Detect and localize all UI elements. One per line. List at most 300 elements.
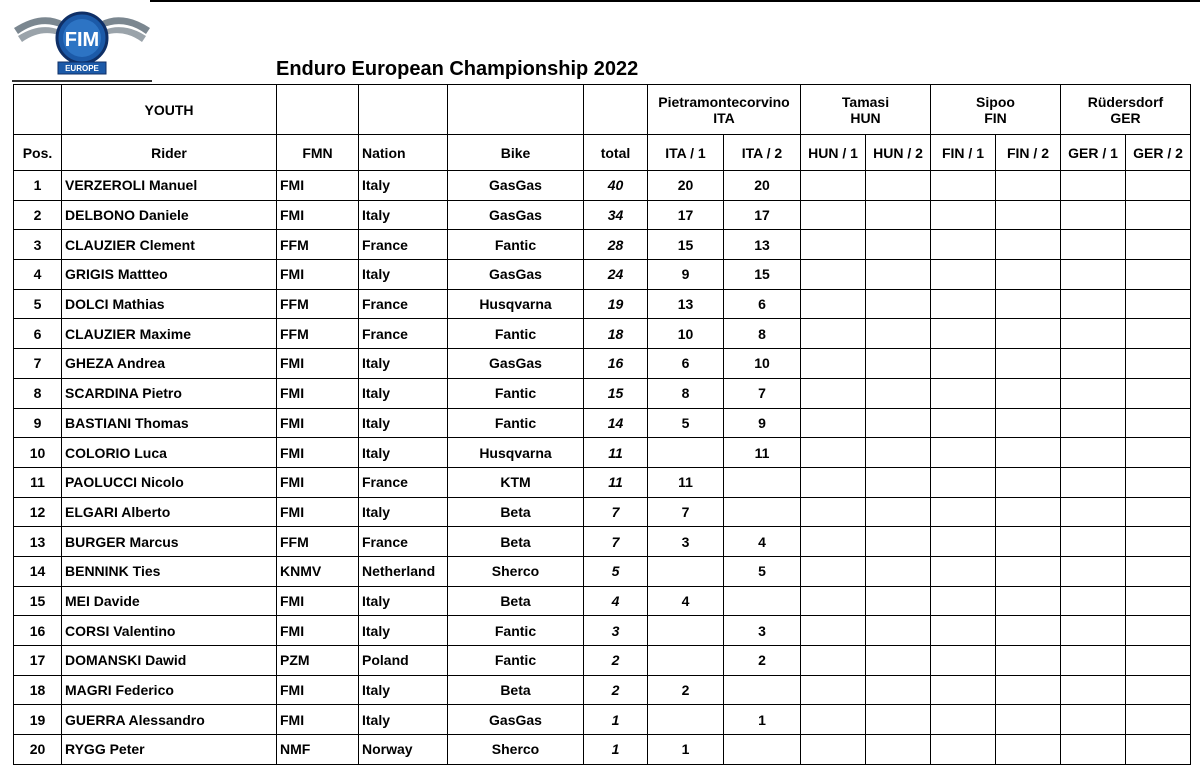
venue-header-fin <box>931 85 1061 135</box>
round-points-cell <box>931 200 996 230</box>
bike-cell: Fantic <box>448 646 584 676</box>
total-cell: 11 <box>584 438 648 468</box>
round-points-cell: 17 <box>648 200 724 230</box>
round-points-cell: 20 <box>724 171 801 201</box>
round-points-cell <box>931 735 996 765</box>
round-points-cell <box>1061 527 1126 557</box>
round-points-cell <box>1061 289 1126 319</box>
col-header-round: GER / 2 <box>1126 135 1191 171</box>
table-row <box>14 349 1191 379</box>
round-points-cell <box>931 646 996 676</box>
round-points-cell <box>801 556 866 586</box>
bike-cell: Sherco <box>448 735 584 765</box>
bike-cell: GasGas <box>448 349 584 379</box>
header-row-venues <box>14 85 1191 135</box>
rider-cell: BASTIANI Thomas <box>62 408 277 438</box>
nation-cell: Italy <box>359 705 448 735</box>
pos-cell: 4 <box>14 260 62 290</box>
fmn-cell: FMI <box>277 616 359 646</box>
col-header-round: GER / 1 <box>1061 135 1126 171</box>
rider-cell: CLAUZIER Maxime <box>62 319 277 349</box>
fmn-cell: FMI <box>277 260 359 290</box>
round-points-cell <box>931 527 996 557</box>
round-points-cell <box>866 289 931 319</box>
round-points-cell <box>996 586 1061 616</box>
round-points-cell: 13 <box>648 289 724 319</box>
round-points-cell <box>931 289 996 319</box>
round-points-cell <box>996 705 1061 735</box>
round-points-cell <box>801 200 866 230</box>
fmn-cell: FMI <box>277 200 359 230</box>
rider-cell: PAOLUCCI Nicolo <box>62 467 277 497</box>
total-cell: 7 <box>584 527 648 557</box>
bike-cell: Beta <box>448 527 584 557</box>
round-points-cell <box>996 735 1061 765</box>
fmn-cell: FMI <box>277 349 359 379</box>
round-points-cell <box>1061 735 1126 765</box>
page-title: Enduro European Championship 2022 <box>276 58 639 80</box>
round-points-cell <box>931 349 996 379</box>
round-points-cell <box>1126 230 1191 260</box>
nation-cell: Italy <box>359 675 448 705</box>
round-points-cell <box>801 260 866 290</box>
fmn-cell: FMI <box>277 705 359 735</box>
round-points-cell <box>1061 497 1126 527</box>
total-cell: 18 <box>584 319 648 349</box>
round-points-cell <box>1061 349 1126 379</box>
round-points-cell <box>1126 705 1191 735</box>
bike-cell: Fantic <box>448 230 584 260</box>
round-points-cell <box>866 260 931 290</box>
pos-cell: 16 <box>14 616 62 646</box>
nation-cell: Italy <box>359 260 448 290</box>
table-row <box>14 171 1191 201</box>
round-points-cell <box>1126 349 1191 379</box>
pos-cell: 12 <box>14 497 62 527</box>
venue-country: ITA <box>713 109 735 126</box>
table-row <box>14 467 1191 497</box>
round-points-cell <box>801 289 866 319</box>
round-points-cell <box>866 230 931 260</box>
total-cell: 14 <box>584 408 648 438</box>
table-row <box>14 200 1191 230</box>
pos-cell: 18 <box>14 675 62 705</box>
pos-cell: 5 <box>14 289 62 319</box>
nation-cell: France <box>359 527 448 557</box>
table-row <box>14 646 1191 676</box>
rider-cell: DOLCI Mathias <box>62 289 277 319</box>
round-points-cell <box>866 705 931 735</box>
pos-cell: 3 <box>14 230 62 260</box>
round-points-cell <box>724 467 801 497</box>
round-points-cell: 7 <box>648 497 724 527</box>
round-points-cell: 17 <box>724 200 801 230</box>
pos-cell: 10 <box>14 438 62 468</box>
rider-cell: COLORIO Luca <box>62 438 277 468</box>
col-header-fmn: FMN <box>277 135 359 171</box>
venue-name: Rüdersdorf <box>1087 93 1164 110</box>
round-points-cell <box>866 408 931 438</box>
round-points-cell <box>931 705 996 735</box>
pos-cell: 8 <box>14 378 62 408</box>
round-points-cell <box>1061 378 1126 408</box>
nation-cell: Poland <box>359 646 448 676</box>
round-points-cell <box>1126 497 1191 527</box>
bike-cell: KTM <box>448 467 584 497</box>
round-points-cell <box>1126 378 1191 408</box>
table-row <box>14 230 1191 260</box>
table-row <box>14 616 1191 646</box>
round-points-cell <box>801 467 866 497</box>
rider-cell: MAGRI Federico <box>62 675 277 705</box>
pos-cell: 9 <box>14 408 62 438</box>
round-points-cell <box>996 260 1061 290</box>
nation-cell: France <box>359 467 448 497</box>
total-cell: 11 <box>584 467 648 497</box>
fmn-cell: FMI <box>277 497 359 527</box>
nation-cell: Netherland <box>359 556 448 586</box>
round-points-cell <box>866 586 931 616</box>
rider-cell: DOMANSKI Dawid <box>62 646 277 676</box>
round-points-cell <box>931 497 996 527</box>
round-points-cell <box>866 556 931 586</box>
round-points-cell: 9 <box>648 260 724 290</box>
venue-header-hun <box>801 85 931 135</box>
venue-header-ita <box>648 85 801 135</box>
total-cell: 24 <box>584 260 648 290</box>
total-cell: 28 <box>584 230 648 260</box>
table-row <box>14 319 1191 349</box>
bike-cell: Fantic <box>448 319 584 349</box>
round-points-cell: 8 <box>648 378 724 408</box>
total-cell: 3 <box>584 616 648 646</box>
total-cell: 34 <box>584 200 648 230</box>
fmn-cell: FMI <box>277 408 359 438</box>
nation-cell: Italy <box>359 438 448 468</box>
round-points-cell <box>996 438 1061 468</box>
round-points-cell <box>801 171 866 201</box>
round-points-cell <box>996 646 1061 676</box>
round-points-cell <box>724 586 801 616</box>
rider-cell: DELBONO Daniele <box>62 200 277 230</box>
round-points-cell <box>996 675 1061 705</box>
fmn-cell: PZM <box>277 646 359 676</box>
venue-name: Sipoo <box>976 93 1015 110</box>
pos-cell: 2 <box>14 200 62 230</box>
round-points-cell <box>996 171 1061 201</box>
round-points-cell <box>648 646 724 676</box>
round-points-cell <box>1126 438 1191 468</box>
nation-cell: Italy <box>359 586 448 616</box>
rider-cell: VERZEROLI Manuel <box>62 171 277 201</box>
round-points-cell <box>996 349 1061 379</box>
round-points-cell: 3 <box>648 527 724 557</box>
round-points-cell: 15 <box>648 230 724 260</box>
round-points-cell: 7 <box>724 378 801 408</box>
round-points-cell <box>866 735 931 765</box>
round-points-cell <box>1061 230 1126 260</box>
round-points-cell <box>1061 705 1126 735</box>
pos-cell: 20 <box>14 735 62 765</box>
round-points-cell: 6 <box>648 349 724 379</box>
round-points-cell <box>801 408 866 438</box>
table-row <box>14 527 1191 557</box>
table-row <box>14 735 1191 765</box>
pos-cell: 14 <box>14 556 62 586</box>
bike-cell: Fantic <box>448 378 584 408</box>
round-points-cell <box>866 319 931 349</box>
round-points-cell <box>648 705 724 735</box>
round-points-cell <box>866 616 931 646</box>
rider-cell: SCARDINA Pietro <box>62 378 277 408</box>
pos-cell: 17 <box>14 646 62 676</box>
rider-cell: ELGARI Alberto <box>62 497 277 527</box>
round-points-cell <box>1126 675 1191 705</box>
round-points-cell <box>1061 675 1126 705</box>
rider-cell: BURGER Marcus <box>62 527 277 557</box>
fmn-cell: FMI <box>277 467 359 497</box>
round-points-cell <box>801 230 866 260</box>
round-points-cell <box>1126 556 1191 586</box>
rider-cell: CLAUZIER Clement <box>62 230 277 260</box>
col-header-round: HUN / 1 <box>801 135 866 171</box>
pos-cell: 13 <box>14 527 62 557</box>
venue-header-ger <box>1061 85 1191 135</box>
nation-cell: Italy <box>359 408 448 438</box>
fmn-cell: KNMV <box>277 556 359 586</box>
round-points-cell: 6 <box>724 289 801 319</box>
round-points-cell <box>931 260 996 290</box>
round-points-cell <box>931 616 996 646</box>
round-points-cell <box>996 556 1061 586</box>
round-points-cell: 3 <box>724 616 801 646</box>
round-points-cell <box>801 705 866 735</box>
nation-cell: Italy <box>359 200 448 230</box>
round-points-cell <box>931 586 996 616</box>
round-points-cell <box>1126 616 1191 646</box>
fmn-cell: FFM <box>277 289 359 319</box>
round-points-cell <box>931 675 996 705</box>
round-points-cell: 15 <box>724 260 801 290</box>
bike-cell: Sherco <box>448 556 584 586</box>
table-row <box>14 497 1191 527</box>
round-points-cell: 2 <box>724 646 801 676</box>
round-points-cell <box>1126 467 1191 497</box>
fmn-cell: FFM <box>277 230 359 260</box>
round-points-cell <box>1126 527 1191 557</box>
total-cell: 19 <box>584 289 648 319</box>
col-header-round: ITA / 2 <box>724 135 801 171</box>
round-points-cell: 11 <box>648 467 724 497</box>
fmn-cell: FMI <box>277 378 359 408</box>
round-points-cell <box>1061 438 1126 468</box>
rider-cell: GUERRA Alessandro <box>62 705 277 735</box>
bike-cell: Beta <box>448 586 584 616</box>
fim-europe-logo <box>12 4 152 76</box>
fmn-cell: FMI <box>277 675 359 705</box>
nation-cell: Italy <box>359 171 448 201</box>
table-row <box>14 438 1191 468</box>
round-points-cell <box>866 646 931 676</box>
round-points-cell <box>996 616 1061 646</box>
round-points-cell <box>724 675 801 705</box>
results-body <box>14 171 1191 765</box>
round-points-cell: 2 <box>648 675 724 705</box>
round-points-cell <box>996 467 1061 497</box>
round-points-cell <box>866 527 931 557</box>
table-row <box>14 378 1191 408</box>
round-points-cell <box>931 556 996 586</box>
round-points-cell: 4 <box>724 527 801 557</box>
pos-cell: 19 <box>14 705 62 735</box>
blank-header-cell <box>359 85 448 135</box>
round-points-cell <box>1061 646 1126 676</box>
total-cell: 1 <box>584 705 648 735</box>
round-points-cell <box>996 230 1061 260</box>
category-label: YOUTH <box>62 85 277 135</box>
rider-cell: GHEZA Andrea <box>62 349 277 379</box>
nation-cell: Norway <box>359 735 448 765</box>
round-points-cell <box>1061 171 1126 201</box>
round-points-cell <box>1126 200 1191 230</box>
rider-cell: BENNINK Ties <box>62 556 277 586</box>
total-cell: 5 <box>584 556 648 586</box>
round-points-cell <box>996 200 1061 230</box>
fmn-cell: FMI <box>277 171 359 201</box>
round-points-cell <box>931 378 996 408</box>
venue-name: Pietramontecorvino <box>658 93 790 110</box>
rider-cell: CORSI Valentino <box>62 616 277 646</box>
round-points-cell <box>1126 408 1191 438</box>
round-points-cell <box>866 675 931 705</box>
nation-cell: Italy <box>359 378 448 408</box>
pos-cell: 6 <box>14 319 62 349</box>
table-row <box>14 675 1191 705</box>
total-cell: 2 <box>584 675 648 705</box>
nation-cell: Italy <box>359 497 448 527</box>
round-points-cell <box>931 408 996 438</box>
round-points-cell: 11 <box>724 438 801 468</box>
bike-cell: GasGas <box>448 260 584 290</box>
round-points-cell <box>801 378 866 408</box>
round-points-cell <box>724 735 801 765</box>
col-header-round: FIN / 2 <box>996 135 1061 171</box>
round-points-cell <box>801 497 866 527</box>
bike-cell: Husqvarna <box>448 438 584 468</box>
round-points-cell <box>866 171 931 201</box>
round-points-cell <box>1126 260 1191 290</box>
fmn-cell: FMI <box>277 438 359 468</box>
table-row <box>14 556 1191 586</box>
round-points-cell <box>801 675 866 705</box>
round-points-cell <box>996 497 1061 527</box>
round-points-cell <box>996 527 1061 557</box>
round-points-cell <box>931 230 996 260</box>
total-cell: 2 <box>584 646 648 676</box>
table-row <box>14 408 1191 438</box>
col-header-pos: Pos. <box>14 135 62 171</box>
round-points-cell <box>724 497 801 527</box>
bike-cell: Beta <box>448 675 584 705</box>
round-points-cell <box>931 319 996 349</box>
round-points-cell: 10 <box>724 349 801 379</box>
round-points-cell <box>648 616 724 646</box>
round-points-cell <box>1126 289 1191 319</box>
round-points-cell <box>931 171 996 201</box>
blank-header-cell <box>277 85 359 135</box>
round-points-cell: 5 <box>648 408 724 438</box>
bike-cell: Husqvarna <box>448 289 584 319</box>
table-row <box>14 260 1191 290</box>
venue-country: GER <box>1110 109 1141 126</box>
blank-header-cell <box>448 85 584 135</box>
round-points-cell <box>1126 319 1191 349</box>
round-points-cell: 5 <box>724 556 801 586</box>
round-points-cell <box>1061 467 1126 497</box>
svg-text:EUROPE: EUROPE <box>65 64 99 73</box>
round-points-cell: 8 <box>724 319 801 349</box>
bike-cell: GasGas <box>448 705 584 735</box>
round-points-cell <box>648 438 724 468</box>
fmn-cell: FMI <box>277 586 359 616</box>
fmn-cell: NMF <box>277 735 359 765</box>
pos-cell: 1 <box>14 171 62 201</box>
round-points-cell <box>648 556 724 586</box>
nation-cell: France <box>359 289 448 319</box>
col-header-total: total <box>584 135 648 171</box>
col-header-round: ITA / 1 <box>648 135 724 171</box>
round-points-cell <box>931 467 996 497</box>
total-cell: 7 <box>584 497 648 527</box>
round-points-cell <box>1061 586 1126 616</box>
round-points-cell: 13 <box>724 230 801 260</box>
round-points-cell <box>1061 616 1126 646</box>
pos-cell: 15 <box>14 586 62 616</box>
nation-cell: Italy <box>359 616 448 646</box>
rider-cell: GRIGIS Mattteo <box>62 260 277 290</box>
round-points-cell <box>866 438 931 468</box>
blank-header-cell <box>584 85 648 135</box>
round-points-cell <box>996 378 1061 408</box>
round-points-cell: 9 <box>724 408 801 438</box>
round-points-cell <box>1126 646 1191 676</box>
round-points-cell <box>1126 735 1191 765</box>
round-points-cell <box>801 319 866 349</box>
round-points-cell: 10 <box>648 319 724 349</box>
round-points-cell <box>1061 200 1126 230</box>
total-cell: 4 <box>584 586 648 616</box>
round-points-cell <box>866 349 931 379</box>
rider-cell: RYGG Peter <box>62 735 277 765</box>
round-points-cell <box>866 200 931 230</box>
svg-text:FIM: FIM <box>64 29 100 51</box>
nation-cell: France <box>359 319 448 349</box>
rider-cell: MEI Davide <box>62 586 277 616</box>
table-row <box>14 289 1191 319</box>
col-header-round: HUN / 2 <box>866 135 931 171</box>
round-points-cell: 1 <box>724 705 801 735</box>
total-cell: 15 <box>584 378 648 408</box>
results-table <box>13 84 1191 765</box>
round-points-cell <box>801 586 866 616</box>
round-points-cell <box>801 735 866 765</box>
col-header-round: FIN / 1 <box>931 135 996 171</box>
bike-cell: Beta <box>448 497 584 527</box>
header-row-columns <box>14 135 1191 171</box>
fmn-cell: FFM <box>277 527 359 557</box>
round-points-cell: 1 <box>648 735 724 765</box>
round-points-cell <box>866 378 931 408</box>
